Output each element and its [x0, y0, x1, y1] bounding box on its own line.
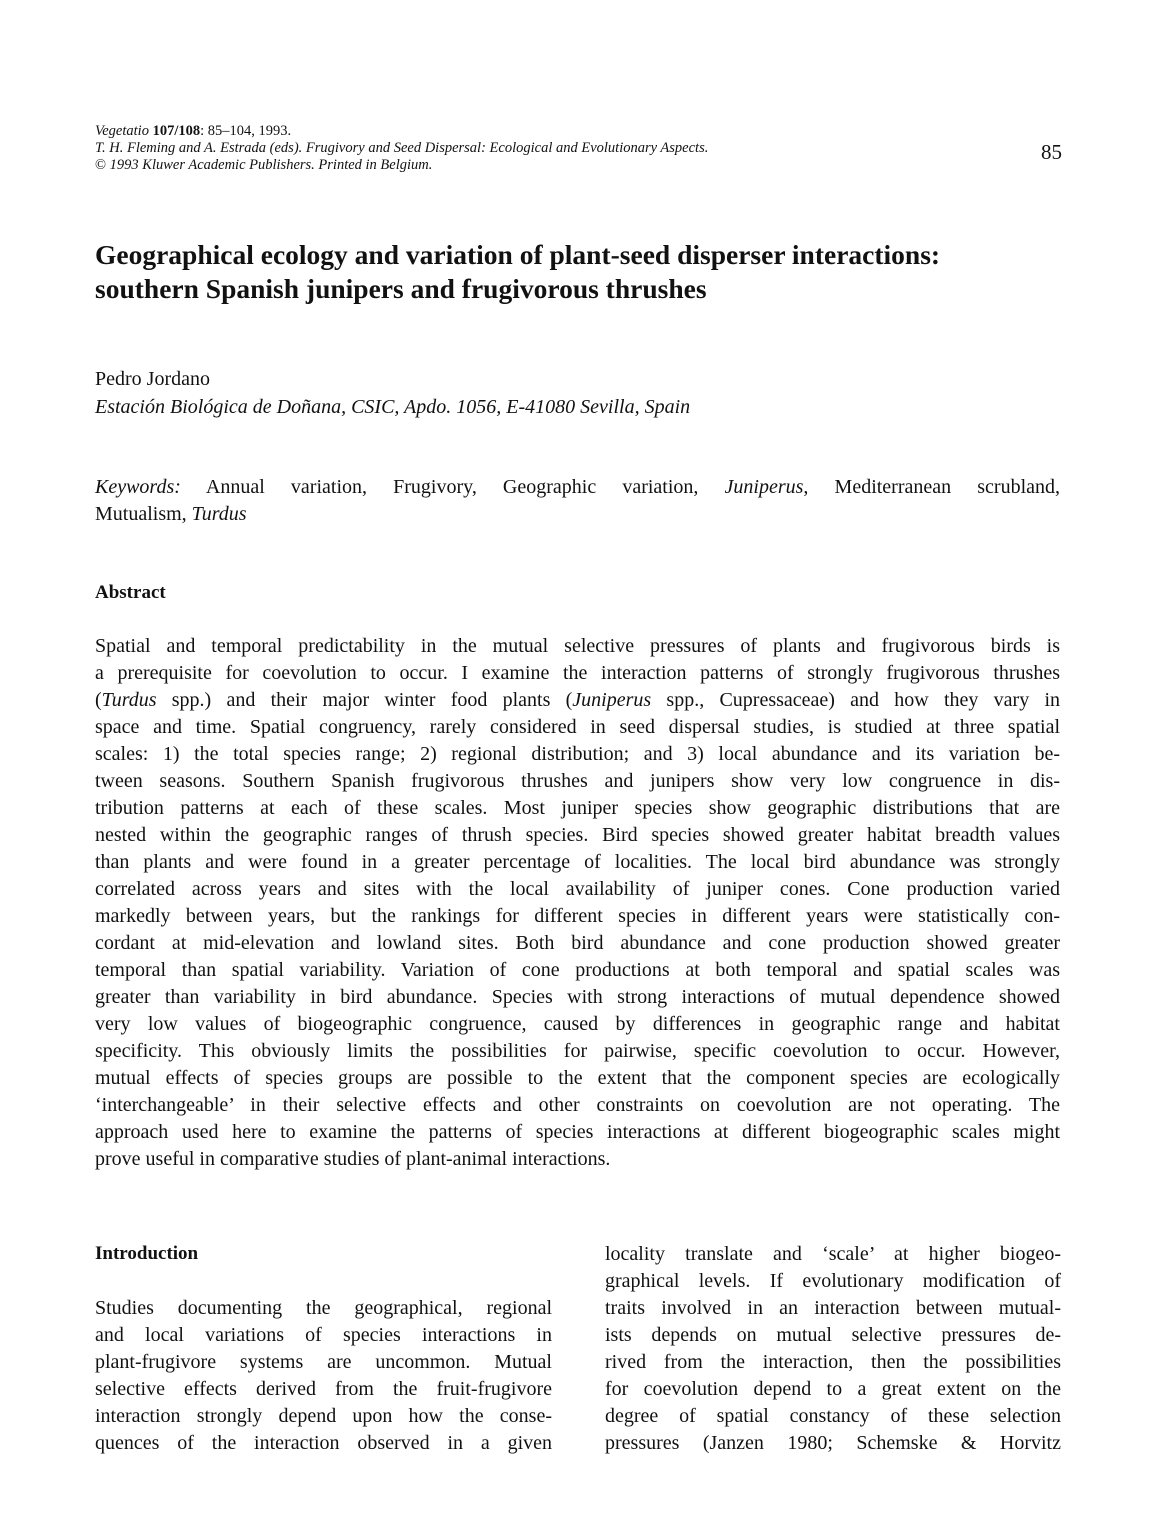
intro-line: plant-frugivore systems are uncommon. Mutual	[95, 1351, 552, 1373]
intro-line: interaction strongly depend upon how the conse-	[95, 1405, 552, 1427]
abstract-line: tween seasons. Southern Spanish frugivorous thrushes and junipers show very low congruence in dis-	[95, 770, 1060, 792]
article-title-line-1: Geographical ecology and variation of plant-seed disperser interactions:	[95, 239, 941, 270]
keywords-line-1	[95, 474, 1060, 501]
abstract-line: approach used here to examine the patterns of species interactions at different biogeographic scales might	[95, 1121, 1060, 1143]
abstract-line: tribution patterns at each of these scales. Most juniper species show geographic distributions that are	[95, 797, 1060, 819]
copyright-text: 1993 Kluwer Academic Publishers. Printed in Belgium.	[106, 157, 433, 173]
article-title-line-2: southern Spanish junipers and frugivorous thrushes	[95, 273, 707, 304]
intro-line: pressures (Janzen 1980; Schemske & Horvitz	[605, 1432, 1061, 1454]
keywords-label: Keywords:	[95, 476, 181, 498]
genus-turdus: Turdus	[101, 689, 157, 711]
genus-juniperus: Juniperus	[572, 689, 652, 711]
introduction-right-column	[605, 1241, 1061, 1457]
introduction-left-column	[95, 1295, 552, 1457]
abstract-line-3-mid: spp.) and their major winter food plants (	[156, 689, 573, 711]
citation-line	[95, 123, 955, 140]
abstract-line-3-end: spp., Cupressaceae) and how they vary in	[651, 689, 1060, 711]
abstract-line: greater than variability in bird abundance. Species with strong interactions of mutual dependence showed	[95, 986, 1060, 1008]
book-editors-line: T. H. Fleming and A. Estrada (eds). Frugivory and Seed Dispersal: Ecological and Evolutionary Aspects.	[95, 140, 709, 156]
intro-line: ists depends on mutual selective pressures de-	[605, 1324, 1061, 1346]
intro-line: selective effects derived from the fruit-frugivore	[95, 1378, 552, 1400]
intro-line: traits involved in an interaction between mutual-	[605, 1297, 1061, 1319]
copyright-line	[95, 157, 955, 174]
abstract-line	[95, 687, 1060, 714]
intro-line: and local variations of species interactions in	[95, 1324, 552, 1346]
keyword-genus-turdus: Turdus	[191, 503, 247, 525]
abstract-line: mutual effects of species groups are possible to the extent that the component species are ecologically	[95, 1067, 1060, 1089]
intro-line: for coevolution depend to a great extent on the	[605, 1378, 1061, 1400]
journal-pages-year: : 85–104, 1993.	[200, 123, 292, 139]
abstract-line: scales: 1) the total species range; 2) regional distribution; and 3) local abundance and its variation be-	[95, 743, 1060, 765]
copyright-symbol: ©	[95, 157, 107, 173]
keyword-genus-juniperus: Juniperus	[724, 476, 804, 498]
abstract-line: correlated across years and sites with the local availability of juniper cones. Cone production varied	[95, 878, 1060, 900]
abstract-line: nested within the geographic ranges of thrush species. Bird species showed greater habitat breadth values	[95, 824, 1060, 846]
keywords-line-2	[95, 501, 1060, 528]
intro-line: Studies documenting the geographical, regional	[95, 1297, 552, 1319]
intro-line: rived from the interaction, then the possibilities	[605, 1351, 1061, 1373]
abstract-heading: Abstract	[95, 582, 166, 603]
abstract-line: prove useful in comparative studies of plant-animal interactions.	[95, 1148, 611, 1170]
abstract-line: markedly between years, but the rankings for different species in different years were statistically con-	[95, 905, 1060, 927]
author-name: Pedro Jordano	[95, 368, 210, 390]
abstract-line: cordant at mid-elevation and lowland sites. Both bird abundance and cone production showed greater	[95, 932, 1060, 954]
journal-volume: 107/108	[152, 123, 201, 139]
introduction-heading: Introduction	[95, 1243, 199, 1264]
journal-name: Vegetatio	[95, 123, 149, 139]
author-affiliation: Estación Biológica de Doñana, CSIC, Apdo. 1056, E-41080 Sevilla, Spain	[95, 396, 691, 418]
journal-header	[95, 123, 955, 174]
abstract-line: a prerequisite for coevolution to occur. I examine the interaction patterns of strongly frugivorous thrushes	[95, 662, 1060, 684]
article-title	[95, 238, 1085, 306]
keywords-text-2: , Mediterranean scrubland,	[803, 476, 1060, 498]
abstract-body	[95, 633, 1060, 1173]
abstract-line: than plants and were found in a greater percentage of localities. The local bird abundance was strongly	[95, 851, 1060, 873]
abstract-line: temporal than spatial variability. Variation of cone productions at both temporal and spatial scales was	[95, 959, 1060, 981]
keywords-text-1: Annual variation, Frugivory, Geographic variation,	[180, 476, 725, 498]
abstract-line: specificity. This obviously limits the possibilities for pairwise, specific coevolution to occur. However,	[95, 1040, 1060, 1062]
intro-line: degree of spatial constancy of these selection	[605, 1405, 1061, 1427]
abstract-line: space and time. Spatial congruency, rarely considered in seed dispersal studies, is studied at three spatial	[95, 716, 1060, 738]
keywords	[95, 474, 1060, 528]
intro-line: quences of the interaction observed in a given	[95, 1432, 552, 1454]
keywords-text-3: Mutualism,	[95, 503, 192, 525]
abstract-line: Spatial and temporal predictability in the mutual selective pressures of plants and frugivorous birds is	[95, 635, 1060, 657]
intro-line: locality translate and ‘scale’ at higher biogeo-	[605, 1243, 1061, 1265]
abstract-line-3-open: (	[95, 689, 102, 711]
abstract-line: ‘interchangeable’ in their selective effects and other constraints on coevolution are not operating. The	[95, 1094, 1060, 1116]
intro-line: graphical levels. If evolutionary modification of	[605, 1270, 1061, 1292]
abstract-line: very low values of biogeographic congruence, caused by differences in geographic range and habitat	[95, 1013, 1060, 1035]
page-number: 85	[1041, 140, 1062, 164]
